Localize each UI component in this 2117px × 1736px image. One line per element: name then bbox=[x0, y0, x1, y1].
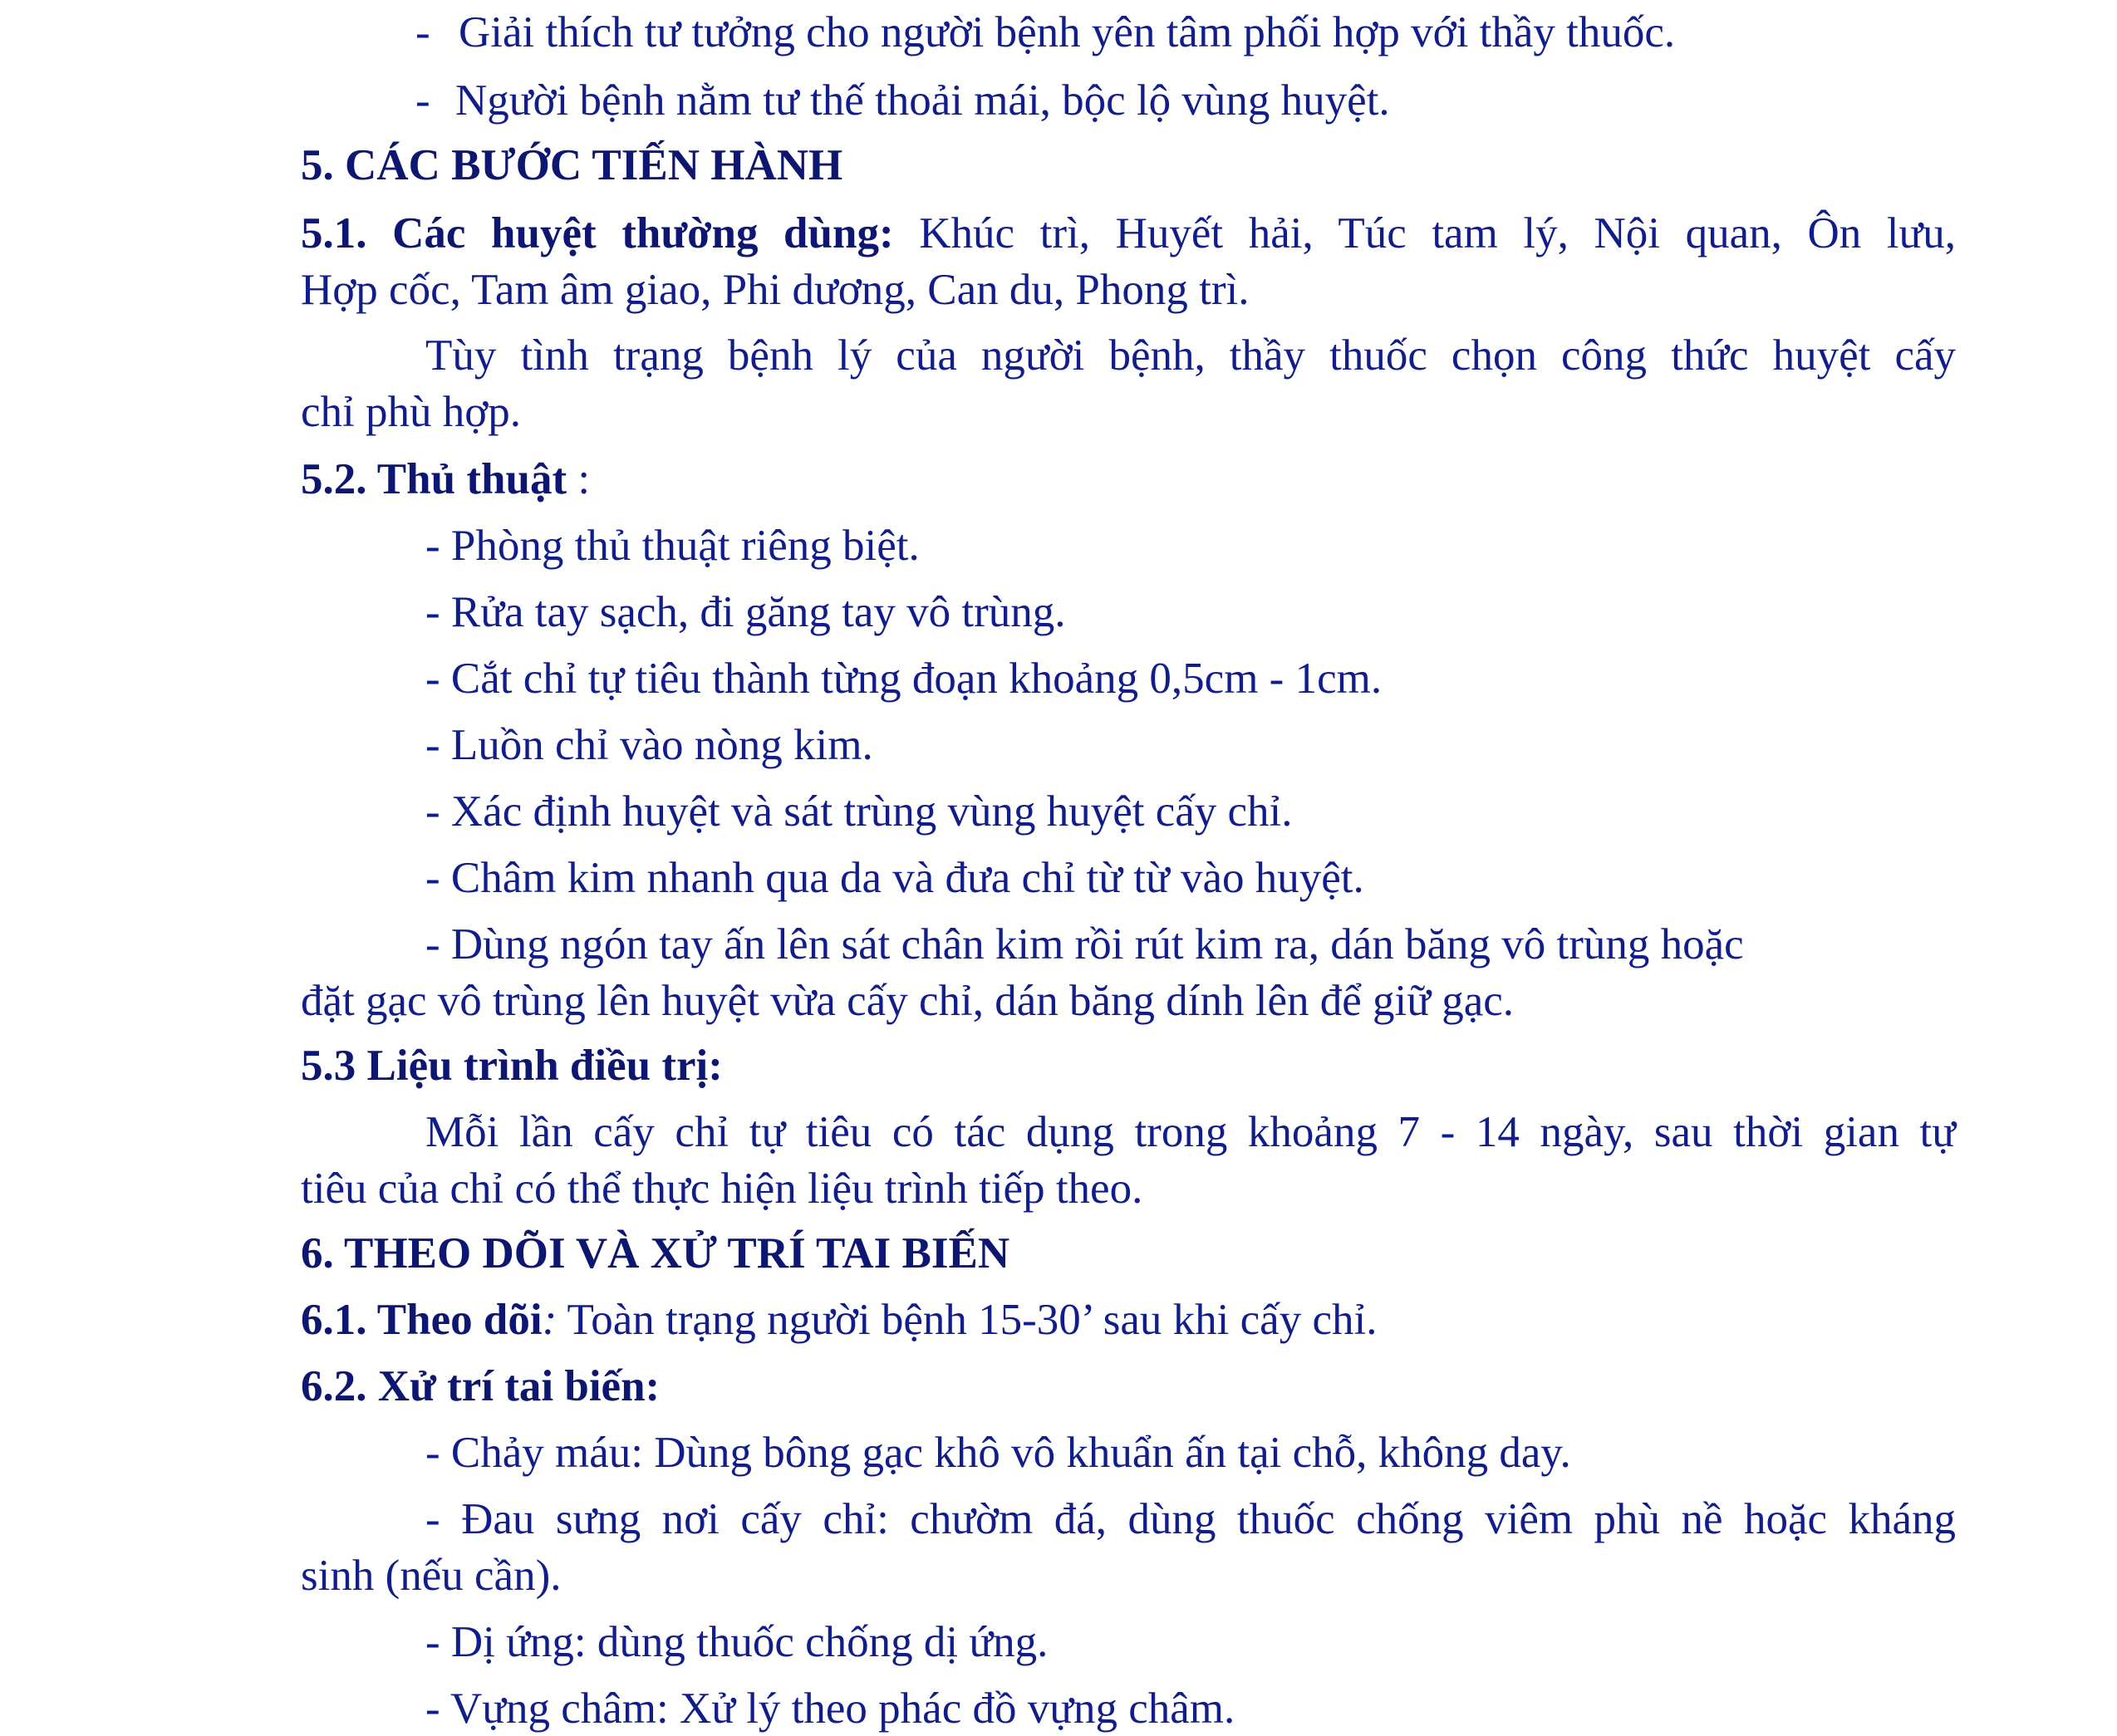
section-5-1-paragraph-line-2: chỉ phù hợp. bbox=[301, 388, 522, 436]
list-item: - Phòng thủ thuật riêng biệt. bbox=[425, 522, 920, 570]
list-item: - Chảy máu: Dùng bông gạc khô vô khuẩn ấn tại chỗ, không day. bbox=[425, 1429, 1571, 1477]
section-5-1-line-1 bbox=[301, 206, 1956, 261]
list-item-multiline-line-2: sinh (nếu cần). bbox=[301, 1552, 562, 1600]
section-5-3-line-1: Mỗi lần cấy chỉ tự tiêu có tác dụng trong khoảng 7 - 14 ngày, sau thời gian tự bbox=[425, 1108, 1956, 1156]
dash-glyph: - bbox=[415, 8, 430, 56]
section-5-2-heading bbox=[301, 452, 590, 507]
intro-line-1: - Giải thích tư tưởng cho người bệnh yên tâm phối hợp với thầy thuốc. bbox=[415, 5, 1675, 60]
list-item-multiline-line-1: - Đau sưng nơi cấy chỉ: chườm đá, dùng thuốc chống viêm phù nề hoặc kháng bbox=[425, 1495, 1956, 1543]
section-5-2-suffix: : bbox=[567, 455, 591, 503]
section-5-1-label: 5.1. Các huyệt thường dùng: bbox=[301, 209, 894, 257]
intro-line-2: - Người bệnh nằm tư thế thoải mái, bộc lộ vùng huyệt. bbox=[415, 73, 1390, 128]
section-5-3-line-2: tiêu của chỉ có thể thực hiện liệu trình tiếp theo. bbox=[301, 1165, 1143, 1213]
list-item-multiline-line-1: - Dùng ngón tay ấn lên sát chân kim rồi rút kim ra, dán băng vô trùng hoặc bbox=[425, 920, 1744, 969]
section-5-1-paragraph-line-1: Tùy tình trạng bệnh lý của người bệnh, thầy thuốc chọn công thức huyệt cấy bbox=[425, 331, 1956, 380]
section-5-heading: 5. CÁC BƯỚC TIẾN HÀNH bbox=[301, 141, 843, 189]
section-6-1-line bbox=[301, 1292, 1377, 1347]
section-6-1-label: 6.1. Theo dõi bbox=[301, 1296, 543, 1344]
list-item: - Châm kim nhanh qua da và đưa chỉ từ từ vào huyệt. bbox=[425, 854, 1364, 902]
section-5-3-heading: 5.3 Liệu trình điều trị: bbox=[301, 1042, 723, 1090]
section-6-heading: 6. THEO DÕI VÀ XỬ TRÍ TAI BIẾN bbox=[301, 1229, 1010, 1277]
list-item: - Vựng châm: Xử lý theo phác đồ vựng châm. bbox=[425, 1685, 1235, 1733]
section-5-2-label: 5.2. Thủ thuật bbox=[301, 455, 567, 503]
list-item: - Cắt chỉ tự tiêu thành từng đoạn khoảng 0,5cm - 1cm. bbox=[425, 655, 1383, 703]
dash-glyph: - bbox=[415, 76, 430, 125]
list-item: - Rửa tay sạch, đi găng tay vô trùng. bbox=[425, 588, 1066, 636]
section-5-1-line-2: Hợp cốc, Tam âm giao, Phi dương, Can du, Phong trì. bbox=[301, 266, 1250, 314]
list-item: - Dị ứng: dùng thuốc chống dị ứng. bbox=[425, 1618, 1049, 1666]
section-6-1-colon: : bbox=[542, 1296, 557, 1344]
list-item-multiline-line-2: đặt gạc vô trùng lên huyệt vừa cấy chỉ, dán băng dính lên để giữ gạc. bbox=[301, 977, 1515, 1025]
list-item: - Luồn chỉ vào nòng kim. bbox=[425, 721, 873, 769]
section-6-1-text: Toàn trạng người bệnh 15-30’ sau khi cấy chỉ. bbox=[557, 1296, 1378, 1344]
section-5-1-text: Khúc trì, Huyết hải, Túc tam lý, Nội quan, Ôn lưu, bbox=[919, 209, 1957, 257]
list-item: - Xác định huyệt và sát trùng vùng huyệt cấy chỉ. bbox=[425, 787, 1293, 836]
section-6-2-heading: 6.2. Xử trí tai biến: bbox=[301, 1362, 661, 1410]
